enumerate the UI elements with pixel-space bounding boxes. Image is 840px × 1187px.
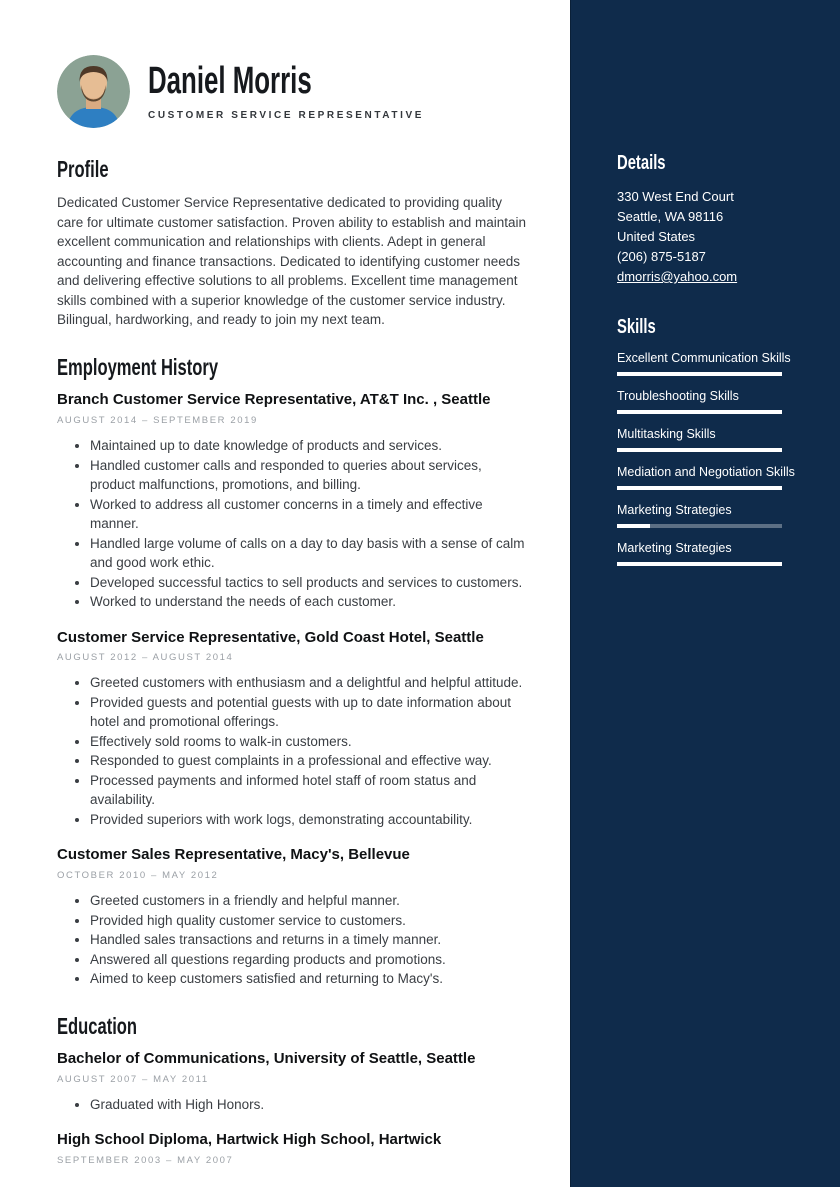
skill-bar bbox=[617, 410, 782, 414]
header bbox=[57, 55, 526, 128]
job-title: Customer Sales Representative, Macy's, Bellevue bbox=[57, 846, 410, 864]
job-entry bbox=[57, 391, 526, 611]
skill-item bbox=[617, 541, 781, 566]
bullet-item: • Answered all questions regarding products and promotions. bbox=[90, 950, 526, 970]
phone-number: (206) 875-5187 bbox=[617, 249, 706, 264]
bullet-item: • Aimed to keep customers satisfied and returning to Macy's. bbox=[90, 969, 526, 989]
bullet-item: • Handled sales transactions and returns in a timely manner. bbox=[90, 930, 526, 950]
skill-bar-fill bbox=[617, 372, 782, 376]
skill-bar-fill bbox=[617, 486, 782, 490]
education-dates: SEPTEMBER 2003 – MAY 2007 bbox=[57, 1155, 234, 1167]
education-heading: Education bbox=[57, 1012, 138, 1039]
skill-label: Multitasking Skills bbox=[617, 427, 716, 441]
skills-section bbox=[617, 316, 795, 566]
skill-bar bbox=[617, 448, 782, 452]
job-dates: AUGUST 2012 – AUGUST 2014 bbox=[57, 652, 234, 664]
bullet-item: • Worked to address all customer concerns in a timely and effective manner. bbox=[90, 495, 526, 534]
bullet-item: • Provided high quality customer service to customers. bbox=[90, 911, 526, 931]
employment-section bbox=[57, 354, 526, 989]
job-bullet-list bbox=[57, 436, 526, 612]
avatar-illustration bbox=[57, 55, 130, 128]
profile-heading: Profile bbox=[57, 156, 109, 182]
skill-label: Marketing Strategies bbox=[617, 503, 732, 517]
job-dates: OCTOBER 2010 – MAY 2012 bbox=[57, 870, 219, 882]
skill-item bbox=[617, 427, 781, 452]
skill-bar-fill bbox=[617, 562, 782, 566]
skill-bar bbox=[617, 486, 782, 490]
header-text bbox=[148, 59, 425, 122]
skill-label: Marketing Strategies bbox=[617, 541, 732, 555]
bullet-item: • Graduated with High Honors. bbox=[90, 1095, 526, 1115]
email-link[interactable]: dmorris@yahoo.com bbox=[617, 269, 738, 284]
employment-heading: Employment History bbox=[57, 353, 219, 380]
skill-item bbox=[617, 503, 781, 528]
skill-bar bbox=[617, 372, 782, 376]
bullet-item: • Handled customer calls and responded to queries about services, product malfunctions, promotions, and billing. bbox=[90, 456, 526, 495]
bullet-item: • Handled large volume of calls on a day to day basis with a sense of calm and good work ethic. bbox=[90, 534, 526, 573]
profile-section bbox=[57, 156, 526, 330]
bullet-item: • Developed successful tactics to sell products and services to customers. bbox=[90, 573, 526, 593]
bullet-item: • Provided guests and potential guests with up to date information about hotel and promotional offerings. bbox=[90, 693, 526, 732]
skill-label: Excellent Communication Skills bbox=[617, 351, 791, 365]
bullet-item: • Greeted customers with enthusiasm and a delightful and helpful attitude. bbox=[90, 673, 526, 693]
address-line-2: Seattle, WA 98116 bbox=[617, 209, 724, 224]
skill-label: Mediation and Negotiation Skills bbox=[617, 465, 795, 479]
address-line-1: 330 West End Court bbox=[617, 189, 734, 204]
job-bullet-list bbox=[57, 891, 526, 989]
details-heading: Details bbox=[617, 152, 666, 174]
bullet-item: • Processed payments and informed hotel staff of room status and availability. bbox=[90, 771, 526, 810]
bullet-item: • Effectively sold rooms to walk-in customers. bbox=[90, 732, 526, 752]
candidate-title: CUSTOMER SERVICE REPRESENTATIVE bbox=[148, 110, 425, 122]
sidebar bbox=[570, 0, 840, 1187]
education-section bbox=[57, 1013, 526, 1166]
education-dates: AUGUST 2007 – MAY 2011 bbox=[57, 1073, 209, 1085]
skill-bar bbox=[617, 524, 782, 528]
email-row bbox=[617, 267, 781, 287]
avatar-photo bbox=[57, 55, 130, 128]
job-entry bbox=[57, 846, 526, 988]
job-title: Branch Customer Service Representative, AT&T Inc. , Seattle bbox=[57, 391, 491, 409]
education-entry bbox=[57, 1131, 526, 1166]
skill-label: Troubleshooting Skills bbox=[617, 389, 739, 403]
job-title: Customer Service Representative, Gold Coast Hotel, Seattle bbox=[57, 628, 484, 646]
skill-bar-fill bbox=[617, 448, 782, 452]
bullet-item: • Greeted customers in a friendly and helpful manner. bbox=[90, 891, 526, 911]
skill-item bbox=[617, 351, 791, 376]
address-line-3: United States bbox=[617, 229, 696, 244]
bullet-item: • Worked to understand the needs of each customer. bbox=[90, 592, 526, 612]
details-section bbox=[617, 152, 781, 287]
skill-item bbox=[617, 465, 795, 490]
bullet-item: • Responded to guest complaints in a professional and effective way. bbox=[90, 751, 526, 771]
education-bullet-list bbox=[57, 1095, 526, 1115]
skill-bar-fill bbox=[617, 524, 650, 528]
job-entry bbox=[57, 629, 526, 830]
skill-bar-fill bbox=[617, 410, 782, 414]
job-bullet-list bbox=[57, 673, 526, 829]
candidate-name: Daniel Morris bbox=[148, 59, 312, 102]
profile-text: Dedicated Customer Service Representative dedicated to providing quality care for ultimate customer satisfaction. Proven ability to establish and maintain excellent communication and relationships with clients. Adept in general accounting and finance transactions. Dedicated to identifying customer needs and delivering effective solutions to all problems. Excellent time management skills combined with a superior knowledge of the customer service industry. Bilingual, hardworking, and ready to join my next team. bbox=[57, 195, 526, 328]
skill-item bbox=[617, 389, 781, 414]
bullet-item: • Provided superiors with work logs, demonstrating accountability. bbox=[90, 810, 526, 830]
job-dates: AUGUST 2014 – SEPTEMBER 2019 bbox=[57, 415, 258, 427]
education-title: High School Diploma, Hartwick High School, Hartwick bbox=[57, 1131, 442, 1149]
education-entry bbox=[57, 1050, 526, 1114]
skills-heading: Skills bbox=[617, 316, 656, 338]
education-title: Bachelor of Communications, University of Seattle, Seattle bbox=[57, 1050, 476, 1068]
bullet-item: • Maintained up to date knowledge of products and services. bbox=[90, 436, 526, 456]
skill-bar bbox=[617, 562, 782, 566]
